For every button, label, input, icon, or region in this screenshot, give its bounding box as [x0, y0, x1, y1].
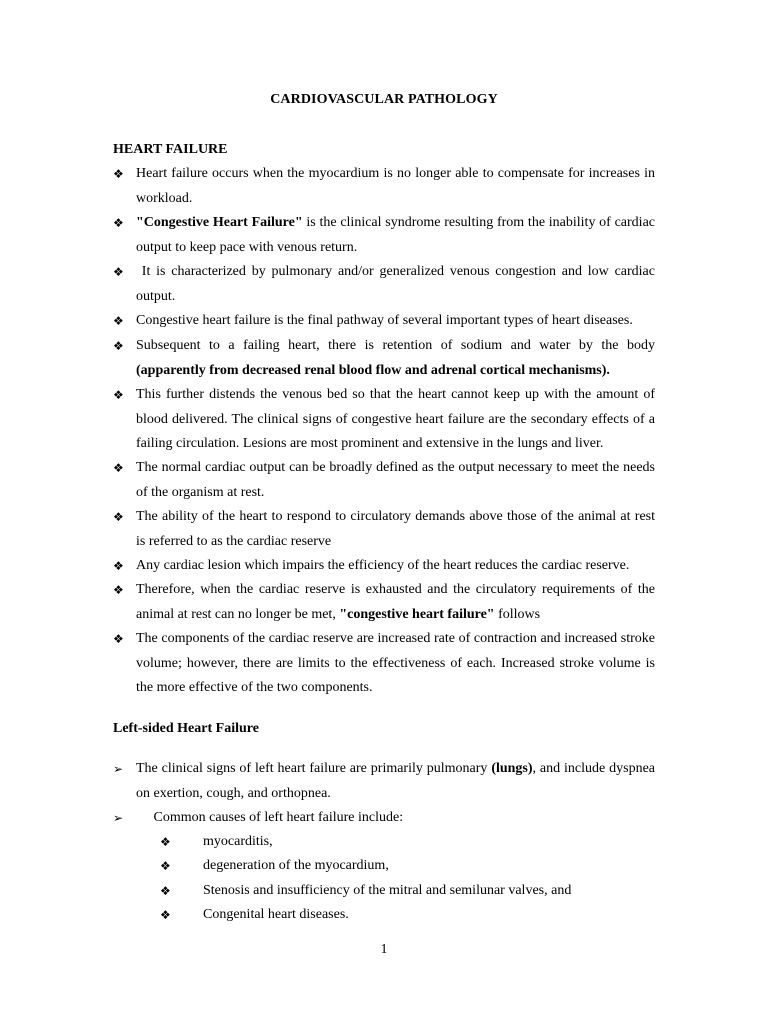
sub-list-item	[113, 830, 655, 855]
sub-list-item-text: degeneration of the myocardium,	[203, 858, 389, 873]
diamond-bullet-icon: ❖	[113, 461, 124, 475]
diamond-bullet-icon: ❖	[113, 510, 124, 524]
list-item	[113, 309, 655, 334]
list-item-text: Subsequent to a failing heart, there is retention of sodium and water by the body (apparently from decreased renal blood flow and adrenal cortical mechanisms).	[136, 338, 655, 378]
diamond-bullet-icon: ❖	[160, 835, 171, 849]
diamond-bullet-icon: ❖	[113, 339, 124, 353]
diamond-bullet-icon: ❖	[113, 216, 124, 230]
list-item-text: The components of the cardiac reserve are increased rate of contraction and increased stroke volume; however, there are limits to the effectiveness of each. Increased stroke volume is the more effective of the two components.	[136, 631, 655, 695]
arrow-bullet-icon: ➢	[113, 762, 124, 776]
page-number: 1	[380, 942, 388, 957]
section-heading-heart-failure: HEART FAILURE	[113, 142, 228, 157]
list-item	[113, 578, 655, 627]
sub-list-item	[113, 879, 655, 904]
section-heading-left-sided-heart-failure: Left-sided Heart Failure	[113, 721, 259, 736]
list-item	[113, 383, 655, 457]
diamond-bullet-icon: ❖	[113, 583, 124, 597]
diamond-bullet-icon: ❖	[113, 388, 124, 402]
list-item	[113, 334, 655, 383]
list-item	[113, 260, 655, 309]
list-item-text: Common causes of left heart failure include:	[136, 810, 404, 825]
list-item	[113, 554, 655, 579]
list-item-text: Heart failure occurs when the myocardium is no longer able to compensate for increases in workload.	[136, 166, 655, 206]
list-item-text: Congestive heart failure is the final pathway of several important types of heart diseases.	[136, 313, 633, 328]
list-item-text: The ability of the heart to respond to circulatory demands above those of the animal at rest is referred to as the cardiac reserve	[136, 509, 655, 549]
sub-list-item	[113, 903, 655, 928]
list-item-text: "Congestive Heart Failure" is the clinical syndrome resulting from the inability of cardiac output to keep pace with venous return.	[136, 215, 655, 255]
list-item	[113, 162, 655, 211]
diamond-bullet-icon: ❖	[113, 314, 124, 328]
diamond-bullet-icon: ❖	[113, 559, 124, 573]
list-item-text: It is characterized by pulmonary and/or generalized venous congestion and low cardiac output.	[136, 264, 655, 304]
sub-list-item-text: Stenosis and insufficiency of the mitral and semilunar valves, and	[203, 883, 572, 898]
list-item	[113, 806, 655, 831]
sub-list-item-text: Congenital heart diseases.	[203, 907, 349, 922]
list-item-text: The clinical signs of left heart failure are primarily pulmonary (lungs), and include dyspnea on exertion, cough, and orthopnea.	[136, 761, 656, 801]
list-item	[113, 456, 655, 505]
diamond-bullet-icon: ❖	[113, 167, 124, 181]
sub-list-item-text: myocarditis,	[203, 834, 273, 849]
diamond-bullet-icon: ❖	[113, 265, 124, 279]
diamond-bullet-icon: ❖	[160, 859, 171, 873]
diamond-bullet-icon: ❖	[160, 884, 171, 898]
list-item-text: Therefore, when the cardiac reserve is exhausted and the circulatory requirements of the animal at rest can no longer be met, "congestive heart failure" follows	[136, 582, 655, 622]
document-title: CARDIOVASCULAR PATHOLOGY	[270, 92, 498, 107]
diamond-bullet-icon: ❖	[113, 632, 124, 646]
list-item-text: Any cardiac lesion which impairs the efficiency of the heart reduces the cardiac reserve.	[136, 558, 630, 573]
list-item	[113, 627, 655, 701]
diamond-bullet-icon: ❖	[160, 908, 171, 922]
list-item-text: This further distends the venous bed so that the heart cannot keep up with the amount of blood delivered. The clinical signs of congestive heart failure are the secondary effects of a failing circulation. Lesions are most prominent and extensive in the lungs and liver.	[136, 387, 655, 451]
list-item	[113, 505, 655, 554]
list-item	[113, 211, 655, 260]
arrow-bullet-icon: ➢	[113, 811, 124, 825]
sub-list-item	[113, 854, 655, 879]
list-item	[113, 757, 655, 806]
list-item-text: The normal cardiac output can be broadly defined as the output necessary to meet the needs of the organism at rest.	[136, 460, 655, 500]
